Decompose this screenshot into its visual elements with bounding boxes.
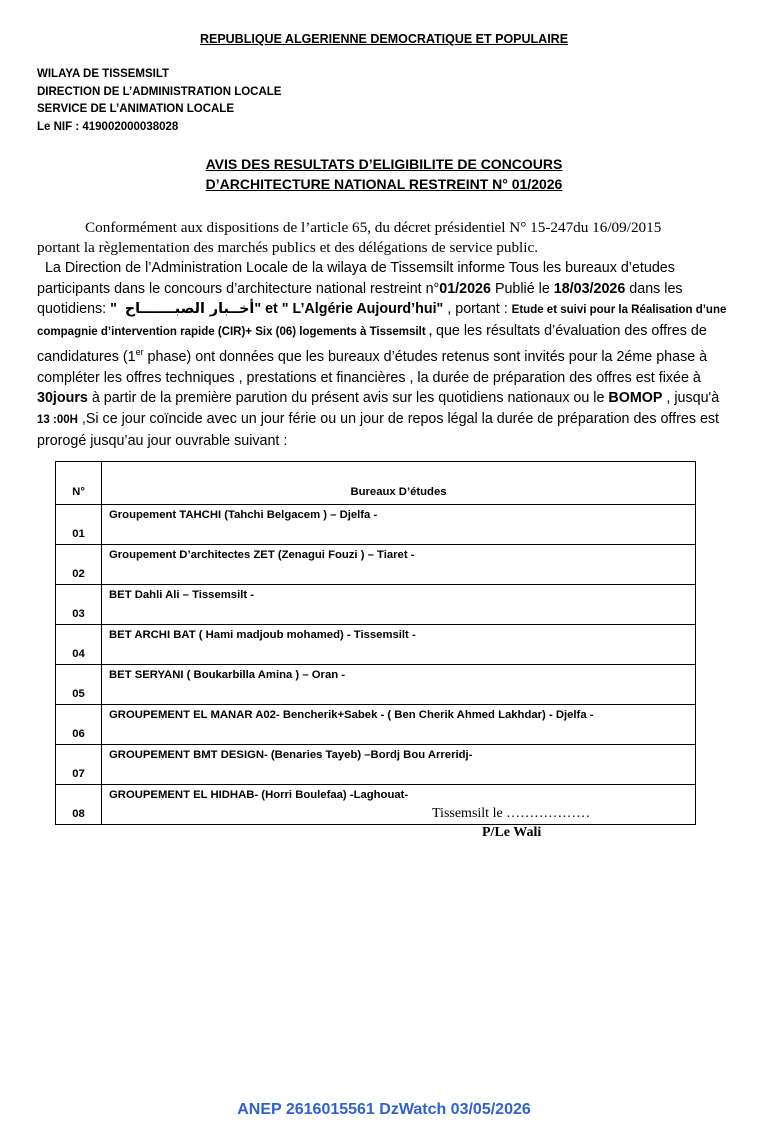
body-text: , jusqu'à [662, 390, 720, 407]
table-row [56, 745, 696, 785]
title-line-1: AVIS DES RESULTATS D’ELIGIBILITE DE CONCOURS [205, 156, 563, 172]
body-text: dans les quotidiens: [37, 280, 683, 318]
legal-reference-line-1: Conformément aux dispositions de l’article 65, du décret présidentiel N° 15-247du 16/09/2015 [85, 219, 662, 236]
row-bureau-name: BET Dahli Ali – Tissemsilt - [102, 585, 696, 625]
row-bureau-name: GROUPEMENT EL HIDHAB- (Horri Boulefaa) -Laghouat- [102, 785, 696, 825]
row-number: 01 [56, 505, 102, 545]
row-bureau-name: Groupement TAHCHI (Tahchi Belgacem ) – Djelfa - [102, 505, 696, 545]
quote-mark: " [110, 301, 117, 318]
arabic-newspaper-name: أخــبار الصبـــــــاح [124, 301, 255, 318]
row-bureau-name: GROUPEMENT EL MANAR A02- Bencherik+Sabek - ( Ben Cherik Ahmed Lakhdar) - Djelfa - [102, 705, 696, 745]
row-bureau-name: BET ARCHI BAT ( Hami madjoub mohamed) - Tissemsilt - [102, 625, 696, 665]
publication-date: 18/03/2026 [553, 280, 626, 297]
table-row [56, 585, 696, 625]
row-bureau-name: BET SERYANI ( Boukarbilla Amina ) – Oran - [102, 665, 696, 705]
table-header-row [56, 462, 696, 505]
table-row [56, 625, 696, 665]
signature-place-date: Tissemsilt le ……………… [432, 806, 591, 821]
deadline-time: 13 :00H [37, 413, 78, 426]
newspaper-names: " et " L’Algérie Aujourd’hui" [254, 301, 444, 318]
row-number: 05 [56, 665, 102, 705]
body-text: que les résultats d’évaluation des offres de candidatures (1 [37, 322, 707, 366]
header-direction: DIRECTION DE L’ADMINISTRATION LOCALE [37, 85, 282, 98]
body-text: Publié le [490, 280, 554, 297]
notice-body-paragraph [37, 258, 734, 451]
project-subject: Etude et suivi pour la Réalisation d’une compagnie d’intervention rapide (CIR)+ Six (06) logements à Tissemsilt , [37, 304, 727, 338]
republic-heading: REPUBLIQUE ALGERIENNE DEMOCRATIQUE ET POPULAIRE [199, 32, 569, 46]
legal-reference-line-2: portant la règlementation des marchés publics et des délégations de service public. [37, 238, 539, 256]
duration: 30jours [37, 390, 88, 407]
row-number: 08 [56, 785, 102, 825]
table-row [56, 705, 696, 745]
row-number: 03 [56, 585, 102, 625]
legal-reference-paragraph [37, 218, 737, 257]
concours-number: 01/2026 [439, 280, 491, 297]
body-text: phase) ont données que les bureaux d’études retenus sont invités pour la 2éme phase à compléter les offres techniques , prestations et financières , la durée de préparation des offres est fixée à [37, 349, 708, 386]
body-text: , portant : [443, 301, 512, 318]
signature-signer: P/Le Wali [482, 825, 542, 840]
bomop: BOMOP [608, 390, 663, 407]
table-row [56, 785, 696, 825]
column-header-number: N° [56, 462, 102, 505]
header-service: SERVICE DE L’ANIMATION LOCALE [37, 103, 235, 116]
body-text: à partir de la première parution du présent avis sur les quotidiens nationaux ou le [87, 390, 609, 407]
header-nif: Le NIF : 419002000038028 [37, 120, 179, 133]
body-text: La Direction de l’Administration Locale de la wilaya de Tissemsilt informe Tous les bureaux d’etudes participants dans le concours d’architecture national restreint n° [37, 260, 675, 297]
superscript: er [135, 347, 144, 358]
body-text: ,Si ce jour coïncide avec un jour férie ou un jour de repos légal la durée de préparation des offres est prorogé jusqu’au jour ouvrable suivant : [37, 410, 720, 449]
issuer-header [37, 66, 281, 136]
row-number: 02 [56, 545, 102, 585]
footer-reference: ANEP 2616015561 DzWatch 03/05/2026 [237, 1101, 531, 1118]
table-row [56, 665, 696, 705]
table-row [56, 545, 696, 585]
header-wilaya: WILAYA DE TISSEMSILT [37, 68, 170, 80]
notice-title [0, 154, 768, 194]
column-header-bureaux: Bureaux D’études [102, 462, 696, 505]
row-bureau-name: GROUPEMENT BMT DESIGN- (Benaries Tayeb) –Bordj Bou Arreridj- [102, 745, 696, 785]
table-row [56, 505, 696, 545]
row-number: 04 [56, 625, 102, 665]
bureaux-table [55, 461, 696, 825]
row-number: 07 [56, 745, 102, 785]
title-line-2: D’ARCHITECTURE NATIONAL RESTREINT N° 01/2026 [205, 176, 563, 192]
row-bureau-name: Groupement D’architectes ZET (Zenagui Fouzi ) – Tiaret - [102, 545, 696, 585]
signature-block [432, 804, 590, 842]
row-number: 06 [56, 705, 102, 745]
